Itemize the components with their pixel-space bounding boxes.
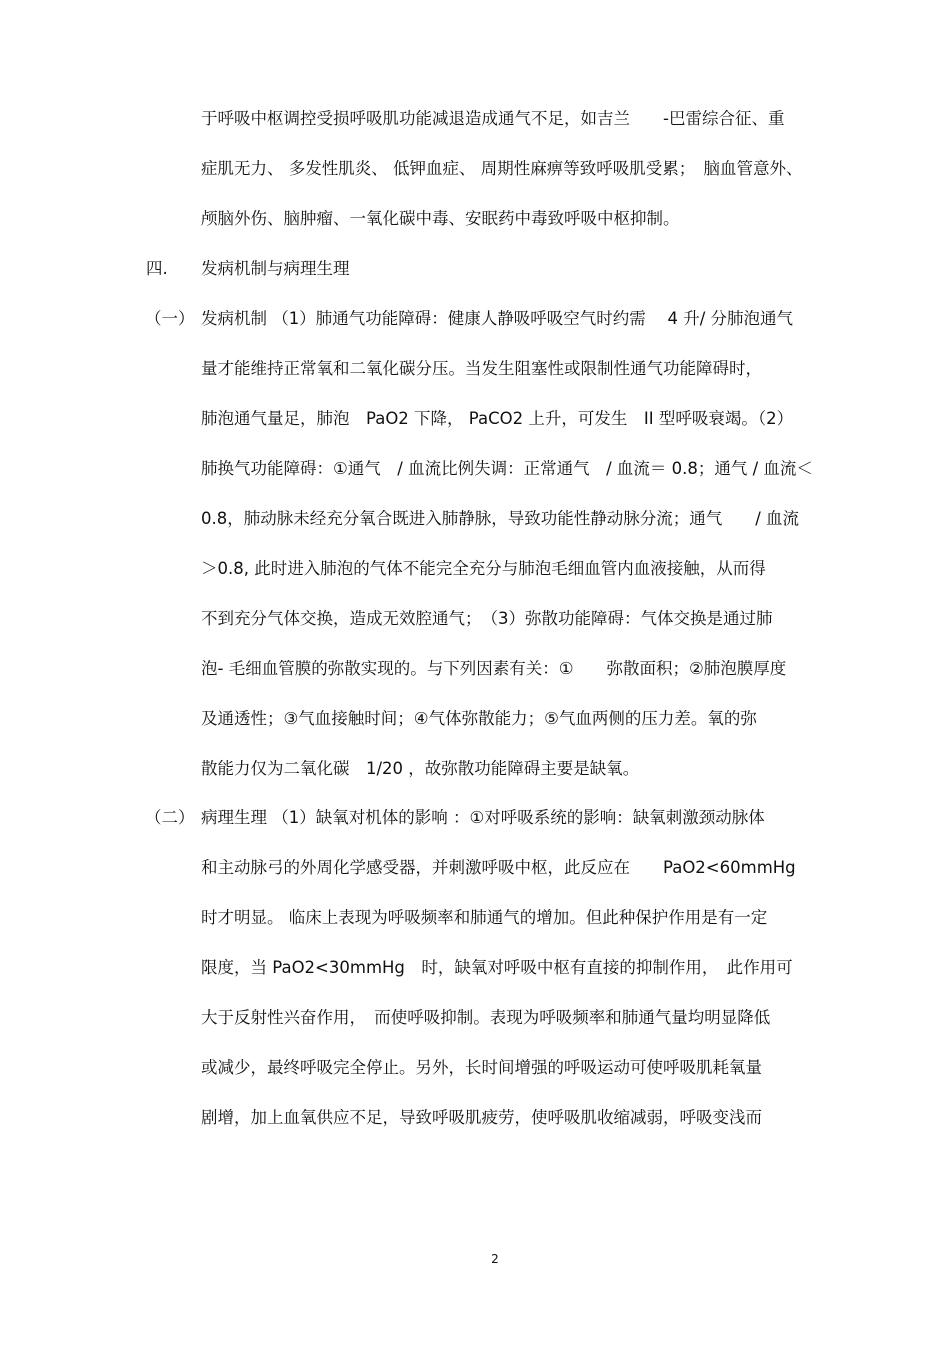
paragraph-line: 肺换气功能障碍：①通气 / 血流比例失调：正常通气 / 血流＝ 0.8；通气 / 血流＜ bbox=[201, 459, 813, 478]
paragraph-line: 症肌无力、 多发性肌炎、 低钾血症、 周期性麻痹等致呼吸肌受累； 脑血管意外、 bbox=[201, 159, 803, 178]
paragraph-line: 病理生理 （1）缺氧对机体的影响 ：①对呼吸系统的影响：缺氧刺激颈动脉体 bbox=[201, 808, 765, 827]
paragraph-line: 限度，当 PaO2<30mmHg 时，缺氧对呼吸中枢有直接的抑制作用， 此作用可 bbox=[201, 958, 793, 977]
paragraph-line: 泡- 毛细血管膜的弥散实现的。与下列因素有关：① 弥散面积；②肺泡膜厚度 bbox=[201, 659, 787, 678]
paragraph-line: 肺泡通气量足，肺泡 PaO2 下降， PaCO2 上升，可发生 II 型呼吸衰竭。（2） bbox=[201, 409, 794, 428]
paragraph-line: 大于反射性兴奋作用， 而使呼吸抑制。表现为呼吸频率和肺通气量均明显降低 bbox=[201, 1008, 771, 1027]
paragraph-line: 及通透性；③气血接触时间；④气体弥散能力；⑤气血两侧的压力差。氧的弥 bbox=[201, 709, 757, 728]
section-number: 四. bbox=[146, 259, 168, 278]
paragraph-line: 不到充分气体交换，造成无效腔通气； （3）弥散功能障碍：气体交换是通过肺 bbox=[201, 609, 773, 628]
paragraph-line: 于呼吸中枢调控受损呼吸肌功能减退造成通气不足，如吉兰 -巴雷综合征、重 bbox=[201, 109, 785, 128]
subsection-marker: （一） bbox=[145, 309, 195, 328]
section-title: 发病机制与病理生理 bbox=[201, 259, 350, 278]
subsection-marker: （二） bbox=[145, 808, 195, 827]
paragraph-line: 或减少，最终呼吸完全停止。另外，长时间增强的呼吸运动可使呼吸肌耗氧量 bbox=[201, 1058, 762, 1077]
page-number: 2 bbox=[491, 1252, 499, 1266]
paragraph-line: ＞0.8, 此时进入肺泡的气体不能完全充分与肺泡毛细血管内血液接触，从而得 bbox=[201, 559, 766, 578]
paragraph-line: 剧增，加上血氧供应不足，导致呼吸肌疲劳，使呼吸肌收缩减弱，呼吸变浅而 bbox=[201, 1108, 762, 1127]
paragraph-line: 散能力仅为二氧化碳 1/20 ，故弥散功能障碍主要是缺氧。 bbox=[201, 759, 640, 778]
paragraph-line: 时才明显。 临床上表现为呼吸频率和肺通气的增加。但此种保护作用是有一定 bbox=[201, 908, 768, 927]
paragraph-line: 0.8，肺动脉未经充分氧合既进入肺静脉，导致功能性静动脉分流；通气 / 血流 bbox=[201, 509, 800, 528]
paragraph-line: 和主动脉弓的外周化学感受器，并刺激呼吸中枢，此反应在 PaO2<60mmHg bbox=[201, 858, 796, 877]
paragraph-line: 量才能维持正常氧和二氧化碳分压。当发生阻塞性或限制性通气功能障碍时， bbox=[201, 359, 762, 378]
paragraph-line: 颅脑外伤、脑肿瘤、一氧化碳中毒、安眠药中毒致呼吸中枢抑制。 bbox=[201, 209, 680, 228]
paragraph-line: 发病机制 （1）肺通气功能障碍：健康人静吸呼吸空气时约需 4 升/ 分肺泡通气 bbox=[201, 309, 794, 328]
